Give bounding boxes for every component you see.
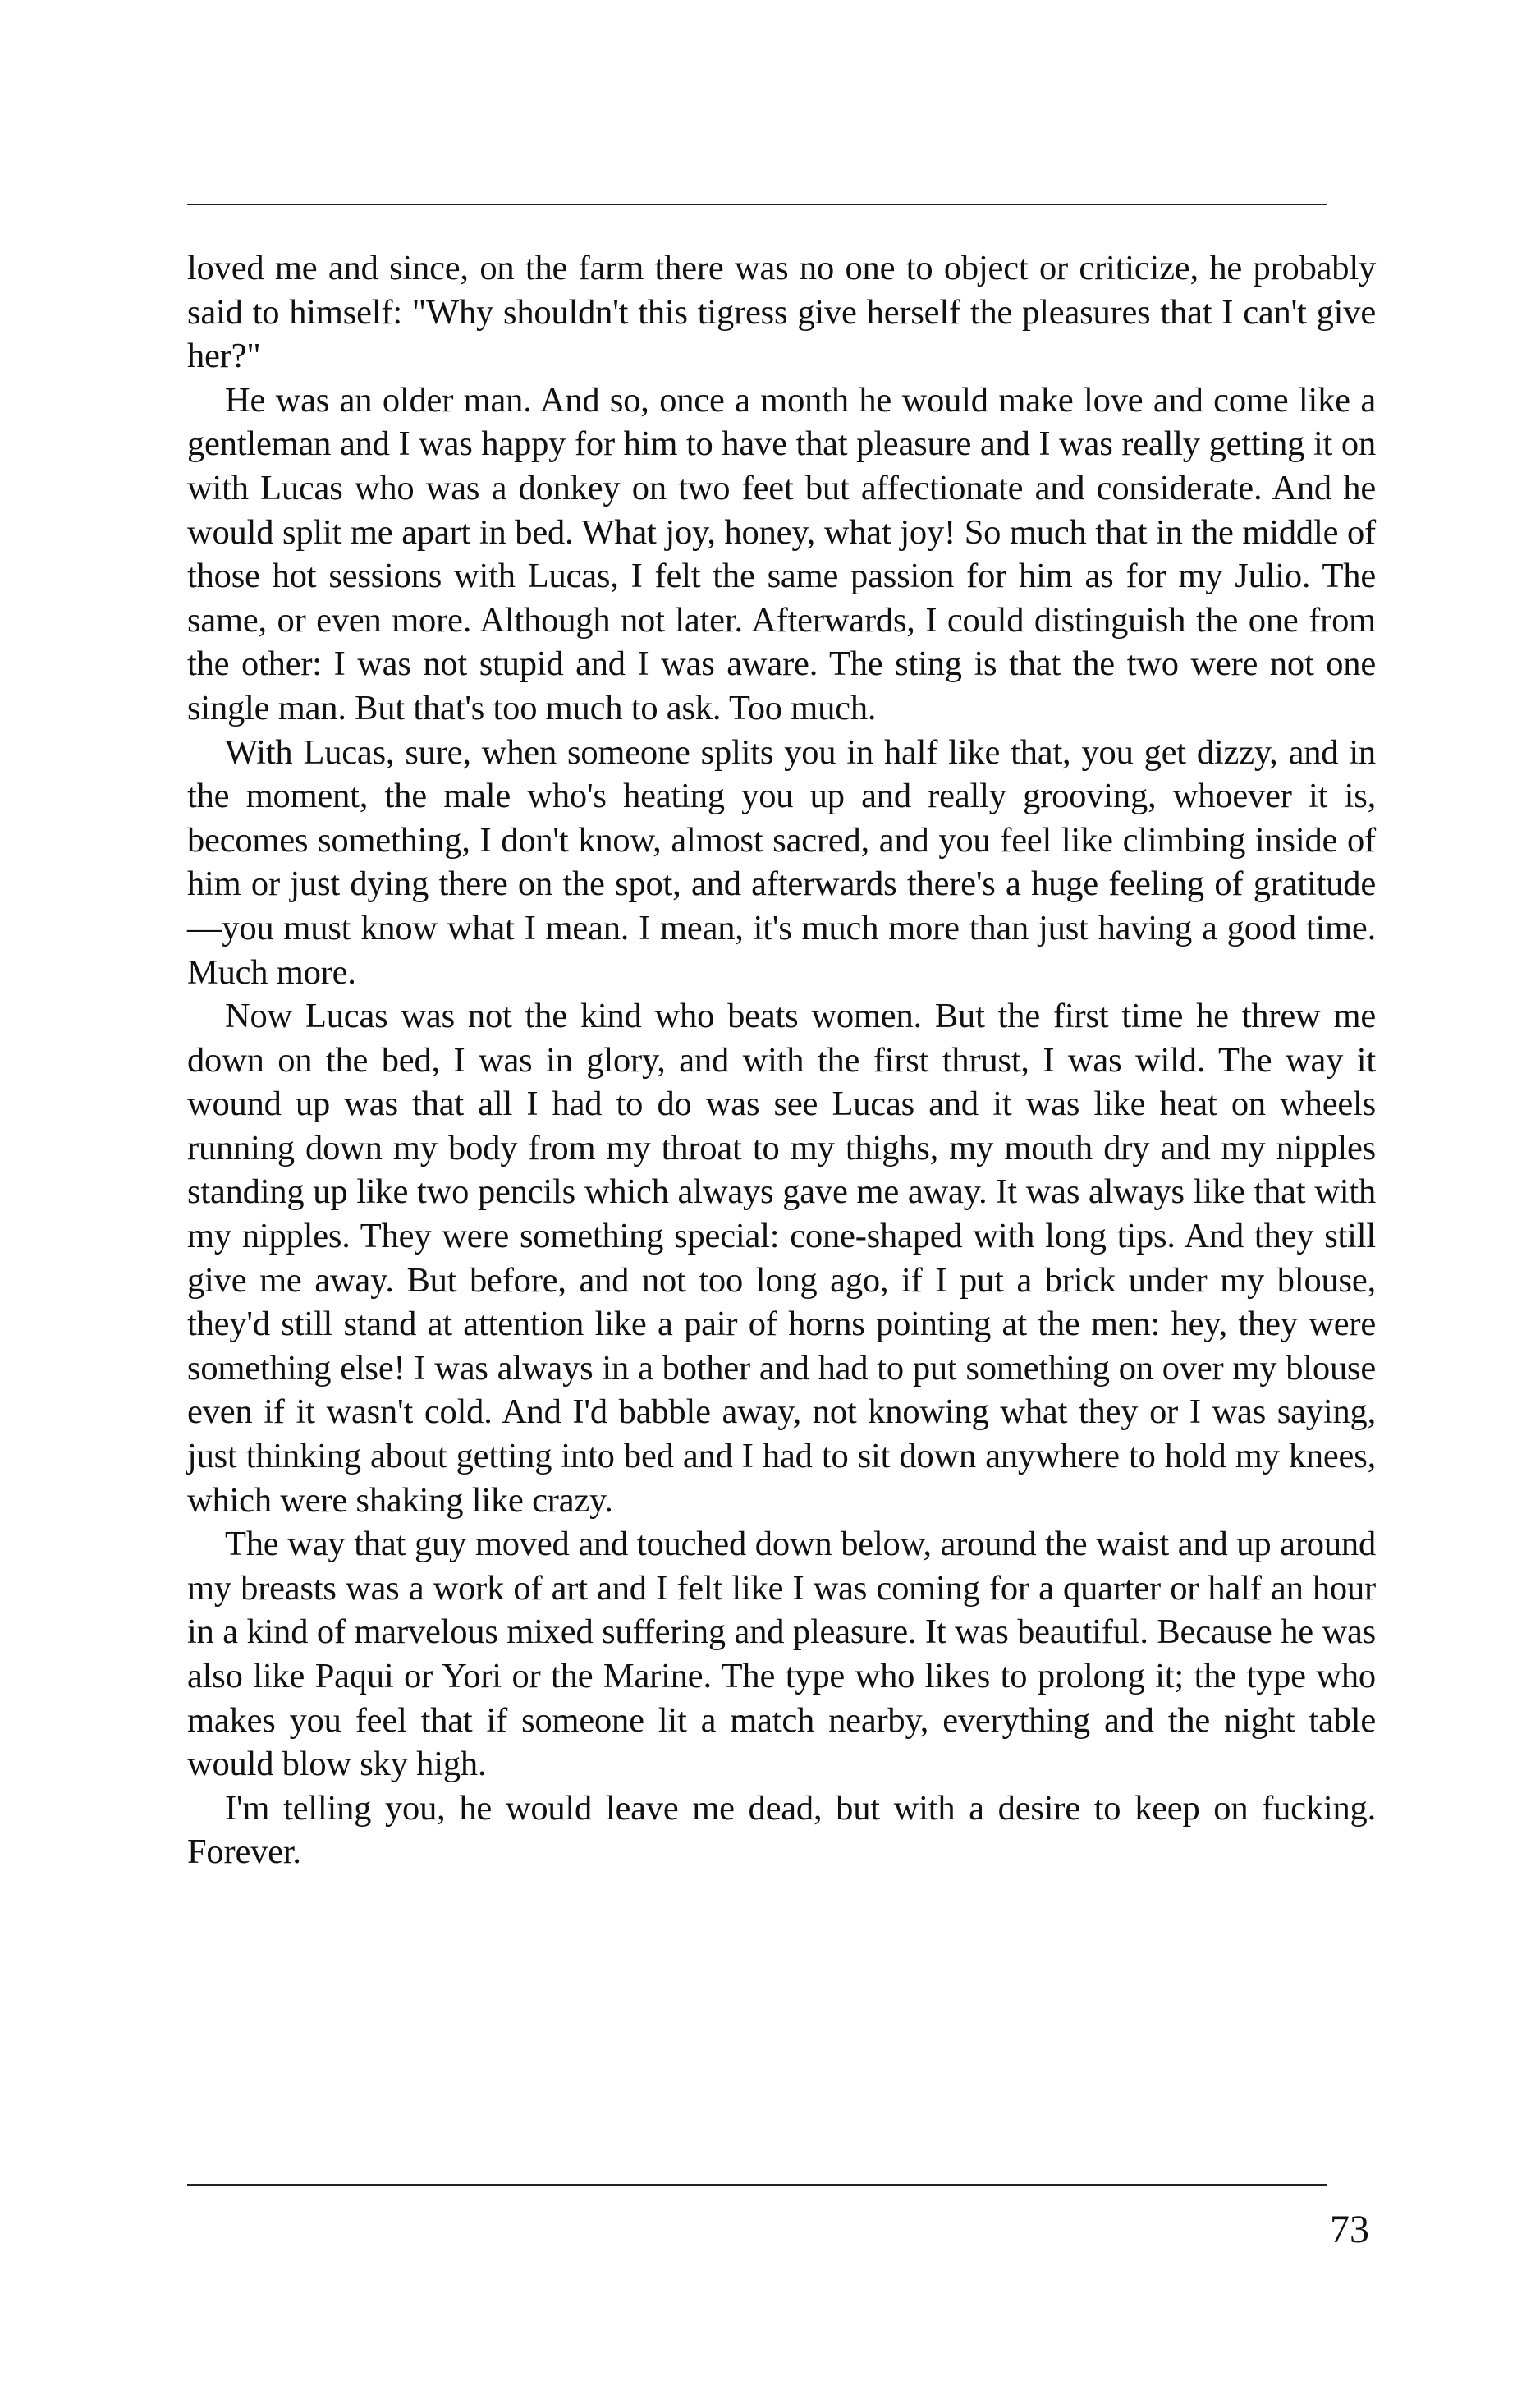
paragraph-4: Now Lucas was not the kind who beats women. But the first time he threw me down on the bed, I was in glory, and with the first thrust, I was wild. The way it wound up was that all I had to do was see Lucas and it was like heat on wheels running down my body from my throat to my thighs, my mouth dry and my nipples standing up like two pencils which always gave me away. It was always like that with my nipples. They were something special: cone-shaped with long tips. And they still give me away. But before, and not too long ago, if I put a brick under my blouse, they'd still stand at attention like a pair of horns pointing at the men: hey, they were something else! I was always in a bother and had to put something on over my blouse even if it wasn't cold. And I'd babble away, not knowing what they or I was saying, just thinking about getting into bed and I had to sit down anywhere to hold my knees, which were shaking like crazy. [187,997,1376,1520]
paragraph-1: loved me and since, on the farm there was no one to object or criticize, he probably said to himself: "Why shouldn't this tigress give herself the pleasures that I can't give her?" [187,249,1376,376]
page-number: 73 [1330,2208,1369,2251]
bottom-rule [187,2184,1327,2186]
top-rule [187,204,1327,205]
paragraph-6: I'm telling you, he would leave me dead, but with a desire to keep on fucking. Forever. [187,1788,1376,1872]
body-text [187,246,1376,1874]
paragraph-2: He was an older man. And so, once a month he would make love and come like a gentleman and I was happy for him to have that pleasure and I was really getting it on with Lucas who was a donkey on two feet but affectionate and considerate. And he would split me apart in bed. What joy, honey, what joy! So much that in the middle of those hot sessions with Lucas, I felt the same passion for him as for my Julio. The same, or even more. Although not later. Afterwards, I could distinguish the one from the other: I was not stupid and I was aware. The sting is that the two were not one single man. But that's too much to ask. Too much. [187,380,1376,727]
paragraph-3: With Lucas, sure, when someone splits you in half like that, you get dizzy, and in the moment, the male who's heating you up and really grooving, whoever it is, becomes something, I don't know, almost sacred, and you feel like climbing inside of him or just dying there on the spot, and afterwards there's a huge feeling of gratitude—you must know what I mean. I mean, it's much more than just having a good time. Much more. [187,732,1376,992]
paragraph-5: The way that guy moved and touched down below, around the waist and up around my breasts was a work of art and I felt like I was coming for a quarter or half an hour in a kind of marvelous mixed suffering and pleasure. It was beautiful. Because he was also like Paqui or Yori or the Marine. The type who likes to prolong it; the type who makes you feel that if someone lit a match nearby, everything and the night table would blow sky high. [187,1525,1376,1784]
